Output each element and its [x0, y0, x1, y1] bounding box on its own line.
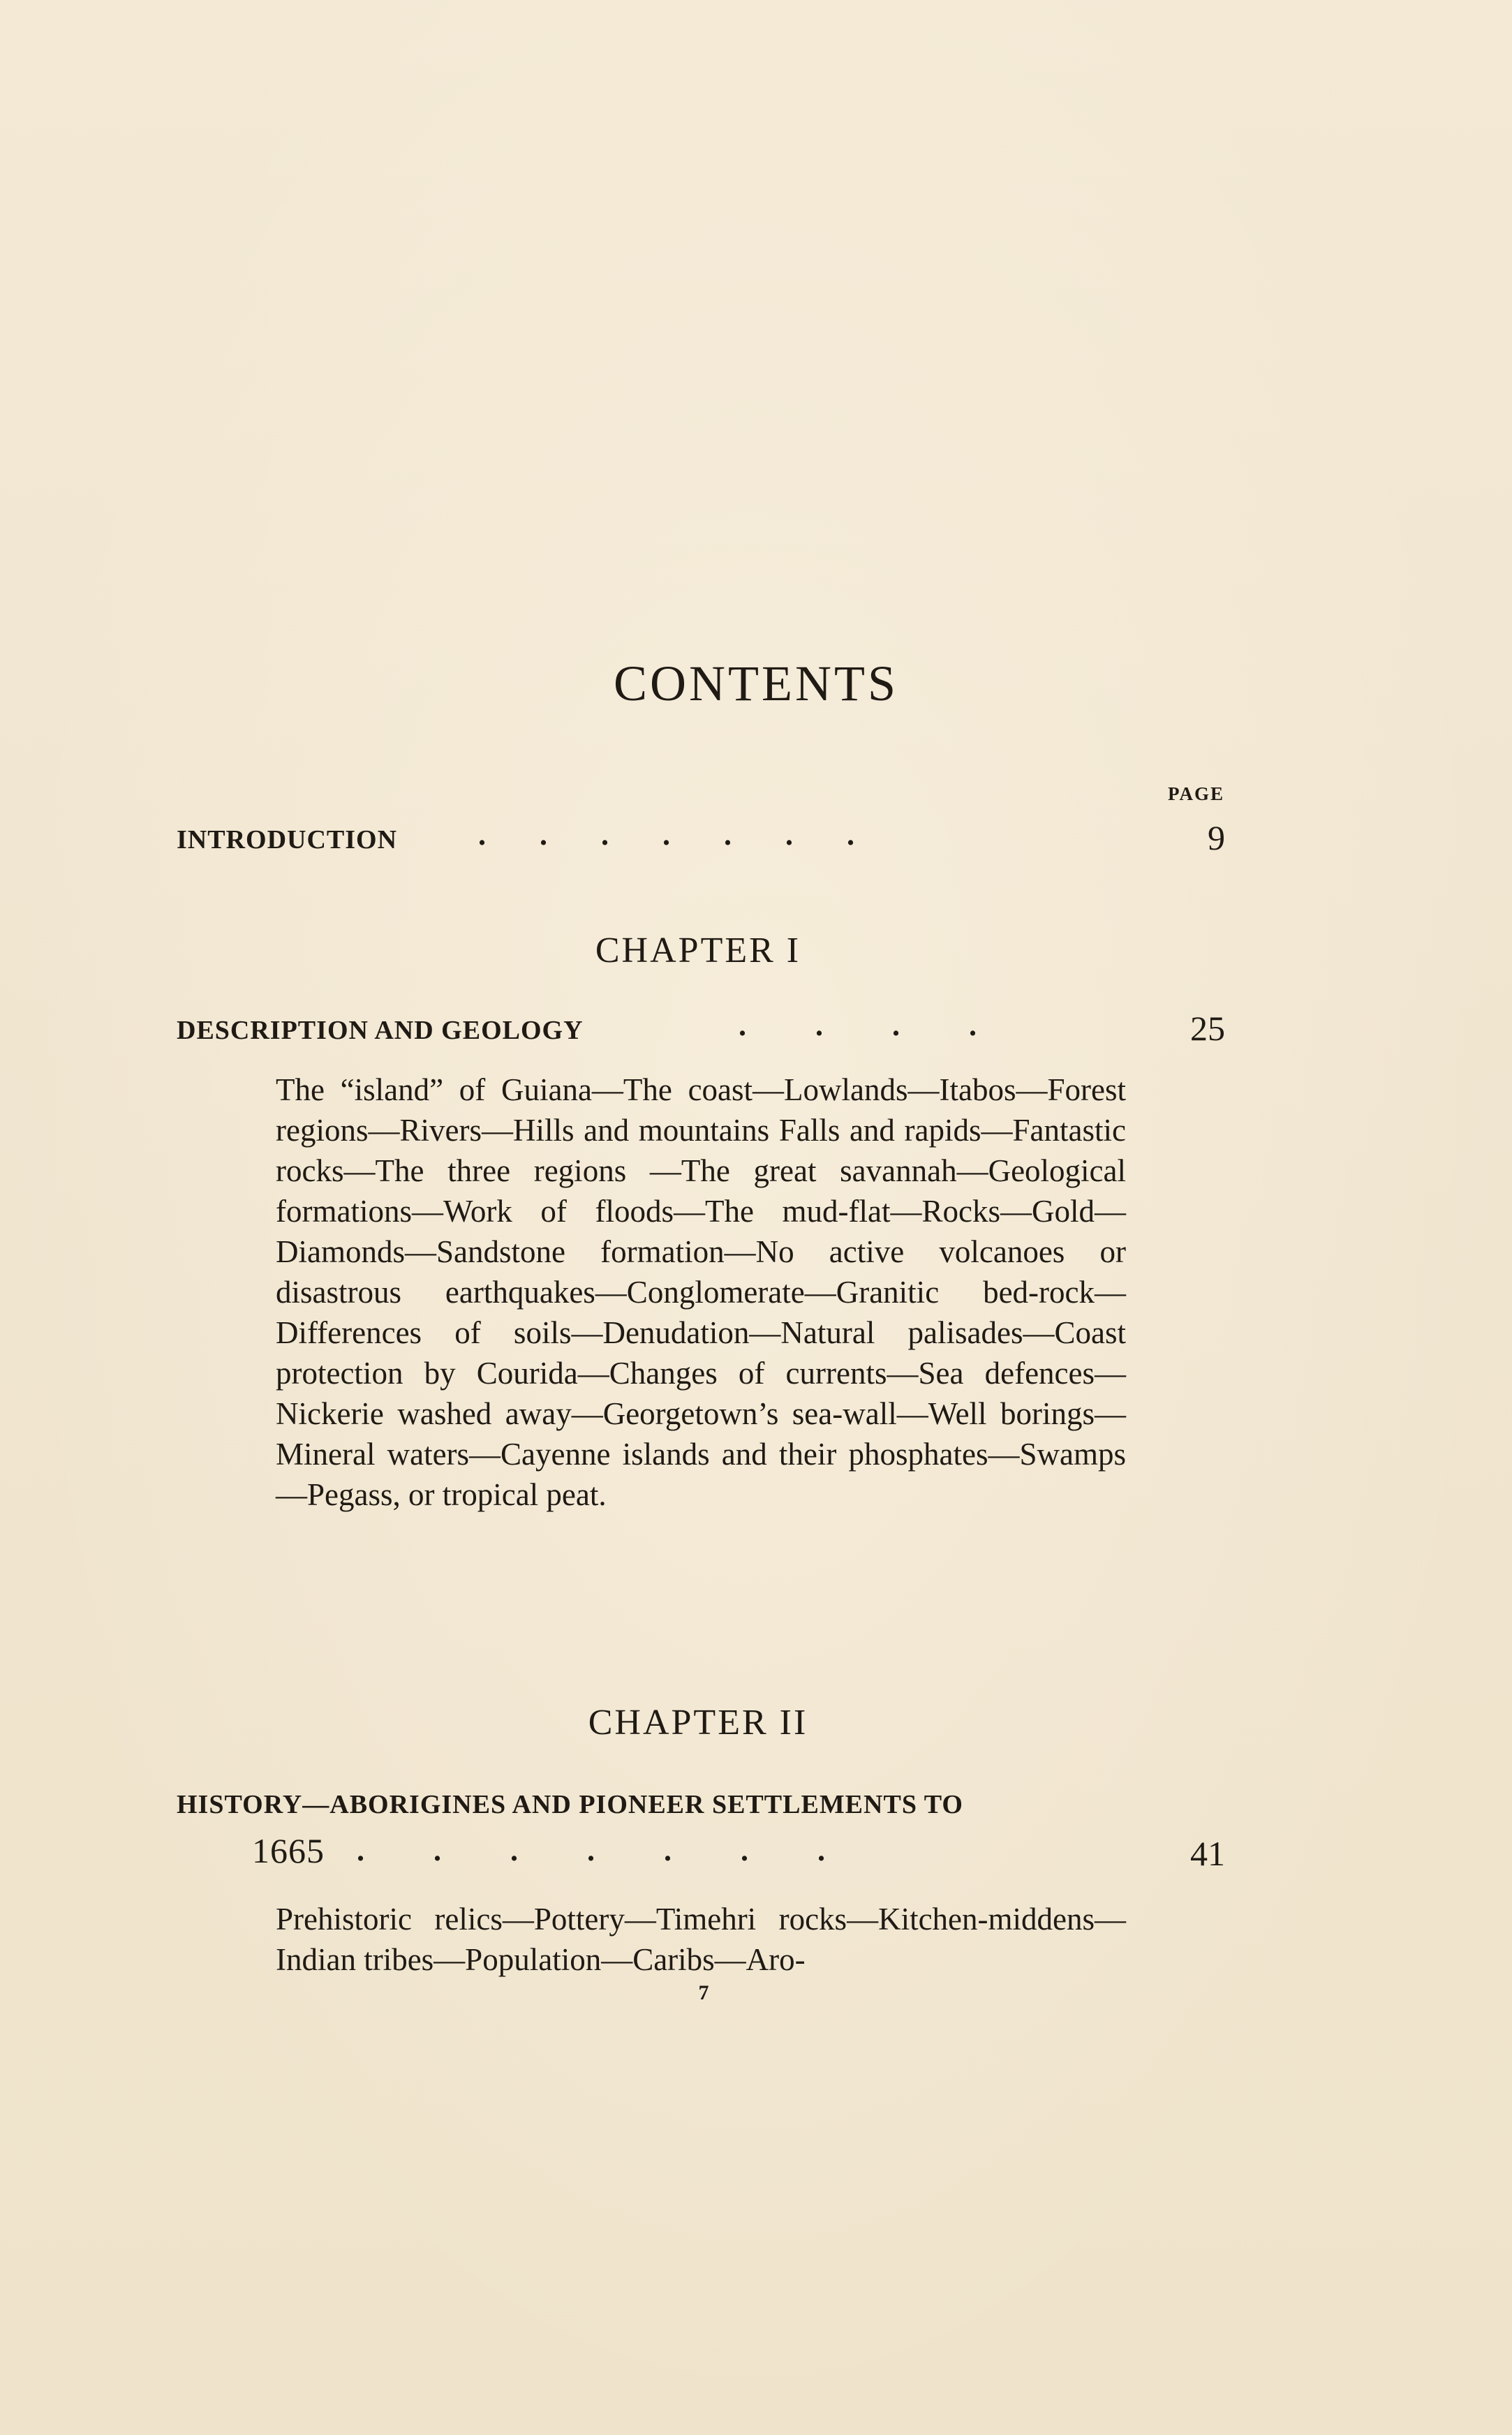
chapter-heading: CHAPTER II: [588, 1703, 808, 1742]
toc-page-number: 9: [1208, 818, 1225, 857]
toc-entry-title: 1665: [252, 1831, 325, 1870]
page-folio: 7: [698, 1981, 709, 2004]
toc-page-number: 41: [1190, 1834, 1225, 1873]
toc-entry-chapter-2-continued: [177, 1822, 1225, 1878]
dot-leaders: . . . .: [739, 1008, 977, 1042]
toc-entry-chapter-2: [177, 1771, 1225, 1827]
chapter-summary: Prehistoric relics—Pottery—Timehri rocks—Kitchen-middens—Indian tribes—Population—Caribs—Aro-: [276, 1902, 1126, 1977]
page-column-label: PAGE: [1168, 783, 1224, 804]
page-title: CONTENTS: [614, 656, 898, 711]
toc-entry-title: HISTORY—ABORIGINES AND PIONEER SETTLEMENTS TO: [177, 1790, 963, 1819]
dot-leaders: . . . . . . .: [478, 817, 854, 852]
toc-entry-title: DESCRIPTION AND GEOLOGY: [177, 1016, 584, 1045]
toc-entry-chapter-1: [177, 997, 1225, 1053]
toc-entry-title: INTRODUCTION: [177, 825, 398, 854]
toc-page-number: 25: [1190, 1009, 1225, 1048]
toc-entry-introduction: [177, 806, 1225, 862]
chapter-summary: The “island” of Guiana—The coast—Lowlands—Itabos—Forest regions—Rivers—Hills and mountains Falls and rapids—Fantastic rocks—The three regions —The great savannah—Geological formations—Work of floods—The mud-flat—Rocks—Gold—Diamonds—Sandstone formation—No active volcanoes or disastrous earthquakes—Conglomerate—Granitic bed-rock—Differences of soils—Denudation—Natural palisades—Coast protection by Courida—Changes of currents—Sea defences—Nickerie washed away—Georgetown’s sea-wall—Well borings—Mineral waters—Cayenne islands and their phosphates—Swamps—Pegass, or tropical peat.: [276, 1072, 1126, 1512]
dot-leaders: . . . . . . .: [357, 1833, 825, 1867]
chapter-heading: CHAPTER I: [595, 931, 801, 970]
